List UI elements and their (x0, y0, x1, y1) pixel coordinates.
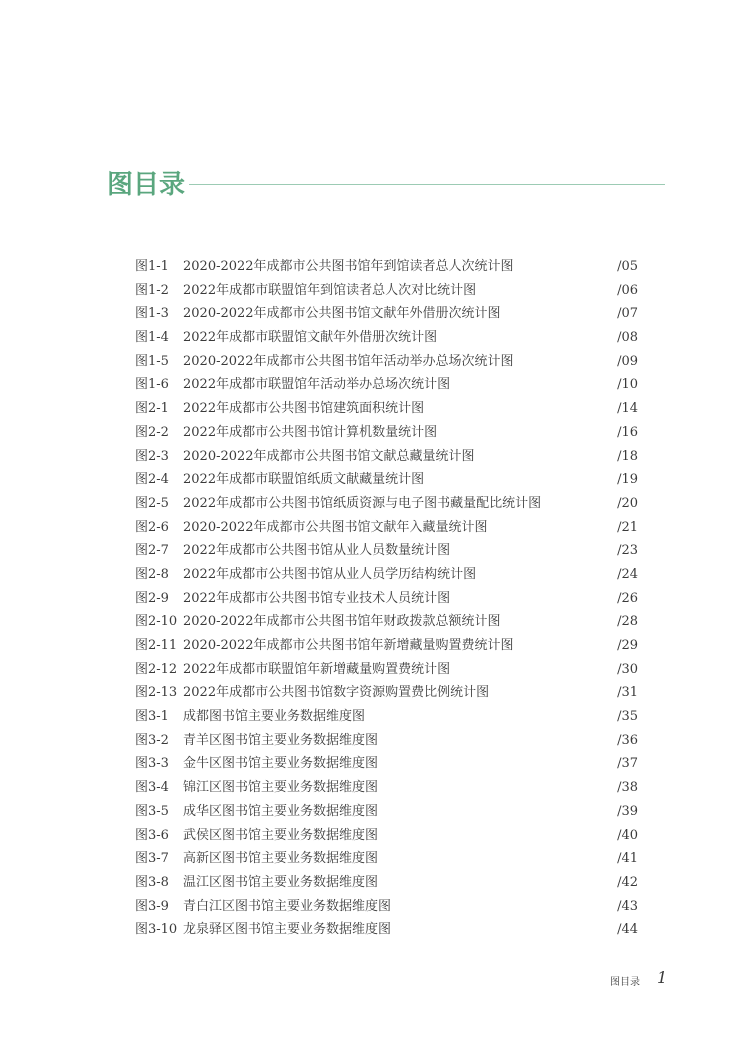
title-divider (189, 184, 665, 185)
figure-number: 图3-3 (135, 756, 169, 772)
page-reference: /39 (617, 803, 638, 819)
figure-title: 2022年成都市公共图书馆建筑面积统计图 (183, 401, 425, 417)
toc-entry[interactable] (135, 326, 638, 350)
page-reference: /05 (617, 259, 638, 274)
figure-number: 图3-10 (135, 922, 178, 938)
page-reference: /42 (617, 874, 638, 890)
toc-entry[interactable] (135, 397, 638, 421)
page-reference: /29 (617, 638, 638, 653)
figure-title: 2022年成都市联盟馆年活动举办总场次统计图 (183, 377, 451, 393)
page-reference: /07 (617, 306, 638, 322)
page-reference: /41 (617, 851, 638, 867)
page-reference: /36 (617, 732, 638, 748)
figure-number: 图2-10 (135, 614, 178, 630)
figure-number: 图3-7 (135, 851, 169, 867)
toc-entry[interactable] (135, 824, 638, 848)
toc-entry[interactable] (135, 729, 638, 753)
footer-section-label: 图目录 (610, 977, 640, 988)
figure-title: 高新区图书馆主要业务数据维度图 (183, 851, 379, 867)
figure-title: 2020-2022年成都市公共图书馆文献年外借册次统计图 (183, 306, 501, 322)
figure-title: 金牛区图书馆主要业务数据维度图 (183, 756, 379, 772)
figure-number: 图3-1 (135, 709, 169, 725)
figure-number: 图2-8 (135, 566, 169, 582)
page-title: 图目录 (107, 170, 186, 200)
toc-entry[interactable] (135, 492, 638, 516)
figure-number: 图1-4 (135, 330, 169, 346)
page-reference: /26 (617, 590, 638, 606)
figure-title: 2022年成都市公共图书馆专业技术人员统计图 (183, 590, 451, 606)
toc-entry[interactable] (135, 350, 638, 374)
page-reference: /40 (617, 827, 638, 843)
figure-list (135, 255, 638, 942)
figure-title: 2020-2022年成都市公共图书馆年到馆读者总人次统计图 (183, 259, 514, 274)
figure-title: 2020-2022年成都市公共图书馆年新增藏量购置费统计图 (183, 638, 514, 653)
page-reference: /19 (617, 472, 638, 488)
toc-entry[interactable] (135, 468, 638, 492)
toc-entry[interactable] (135, 279, 638, 303)
page-reference: /30 (617, 661, 638, 677)
figure-title: 温江区图书馆主要业务数据维度图 (183, 874, 379, 890)
figure-number: 图2-4 (135, 472, 169, 488)
figure-number: 图2-1 (135, 401, 169, 417)
figure-number: 图2-9 (135, 590, 169, 606)
figure-title: 2022年成都市联盟馆纸质文献藏量统计图 (183, 472, 425, 488)
figure-number: 图3-5 (135, 803, 169, 819)
figure-title: 2020-2022年成都市公共图书馆文献总藏量统计图 (183, 448, 475, 464)
figure-title: 2022年成都市公共图书馆计算机数量统计图 (183, 424, 438, 440)
figure-title: 青羊区图书馆主要业务数据维度图 (183, 732, 379, 748)
toc-entry[interactable] (135, 847, 638, 871)
figure-title: 2022年成都市公共图书馆纸质资源与电子图书藏量配比统计图 (183, 495, 542, 511)
figure-number: 图3-9 (135, 898, 169, 914)
page-reference: /35 (617, 709, 638, 725)
figure-title: 2020-2022年成都市公共图书馆文献年入藏量统计图 (183, 519, 488, 535)
toc-entry[interactable] (135, 610, 638, 634)
toc-entry[interactable] (135, 563, 638, 587)
page-reference: /09 (617, 353, 638, 369)
toc-entry[interactable] (135, 445, 638, 469)
page-reference: /06 (617, 282, 638, 298)
toc-entry[interactable] (135, 302, 638, 326)
figure-title: 2020-2022年成都市公共图书馆年活动举办总场次统计图 (183, 353, 514, 369)
figure-number: 图2-5 (135, 495, 169, 511)
page-reference: /23 (617, 543, 638, 559)
figure-title: 2022年成都市联盟馆年到馆读者总人次对比统计图 (183, 282, 477, 298)
figure-number: 图1-2 (135, 282, 169, 298)
figure-title: 2022年成都市公共图书馆从业人员数量统计图 (183, 543, 451, 559)
figure-number: 图2-12 (135, 661, 178, 677)
figure-title: 青白江区图书馆主要业务数据维度图 (183, 898, 392, 914)
toc-entry[interactable] (135, 681, 638, 705)
toc-entry[interactable] (135, 421, 638, 445)
figure-number: 图2-11 (135, 638, 178, 653)
figure-title: 2022年成都市联盟馆年新增藏量购置费统计图 (183, 661, 451, 677)
toc-entry[interactable] (135, 871, 638, 895)
figure-title: 武侯区图书馆主要业务数据维度图 (183, 827, 379, 843)
toc-entry[interactable] (135, 705, 638, 729)
page-reference: /38 (617, 780, 638, 796)
figure-number: 图2-7 (135, 543, 169, 559)
figure-number: 图3-6 (135, 827, 169, 843)
toc-entry[interactable] (135, 373, 638, 397)
figure-number: 图1-5 (135, 353, 169, 369)
figure-number: 图1-6 (135, 377, 169, 393)
figure-title: 龙泉驿区图书馆主要业务数据维度图 (183, 922, 392, 938)
figure-title: 2022年成都市公共图书馆从业人员学历结构统计图 (183, 566, 477, 582)
figure-title: 成都图书馆主要业务数据维度图 (183, 709, 366, 725)
figure-title: 成华区图书馆主要业务数据维度图 (183, 803, 379, 819)
toc-entry[interactable] (135, 752, 638, 776)
figure-number: 图3-8 (135, 874, 169, 890)
figure-number: 图2-6 (135, 519, 169, 535)
page-reference: /10 (617, 377, 638, 393)
page-reference: /28 (617, 614, 638, 630)
figure-title: 2022年成都市公共图书馆数字资源购置费比例统计图 (183, 685, 490, 701)
figure-number: 图3-4 (135, 780, 169, 796)
toc-entry[interactable] (135, 539, 638, 563)
figure-title: 2020-2022年成都市公共图书馆年财政拨款总额统计图 (183, 614, 501, 630)
toc-entry[interactable] (135, 516, 638, 540)
figure-number: 图1-1 (135, 259, 169, 274)
toc-entry[interactable] (135, 587, 638, 611)
toc-entry[interactable] (135, 658, 638, 682)
figure-number: 图3-2 (135, 732, 169, 748)
figure-title: 锦江区图书馆主要业务数据维度图 (183, 780, 379, 796)
page-reference: /44 (617, 922, 638, 938)
page-reference: /14 (617, 401, 638, 417)
toc-entry[interactable] (135, 634, 638, 658)
figure-number: 图1-3 (135, 306, 169, 322)
figure-number: 图2-3 (135, 448, 169, 464)
figure-number: 图2-2 (135, 424, 169, 440)
page-reference: /21 (617, 519, 638, 535)
footer-page-number: 1 (657, 968, 668, 987)
page-reference: /31 (617, 685, 638, 701)
toc-entry[interactable] (135, 895, 638, 919)
toc-entry[interactable] (135, 776, 638, 800)
toc-entry[interactable] (135, 918, 638, 942)
page-reference: /20 (617, 495, 638, 511)
page-reference: /37 (617, 756, 638, 772)
figure-title: 2022年成都市联盟馆文献年外借册次统计图 (183, 330, 438, 346)
page-reference: /16 (617, 424, 638, 440)
page-reference: /43 (617, 898, 638, 914)
figure-number: 图2-13 (135, 685, 178, 701)
toc-entry[interactable] (135, 800, 638, 824)
page-reference: /18 (617, 448, 638, 464)
toc-entry[interactable] (135, 255, 638, 279)
page-reference: /24 (617, 566, 638, 582)
page-reference: /08 (617, 330, 638, 346)
